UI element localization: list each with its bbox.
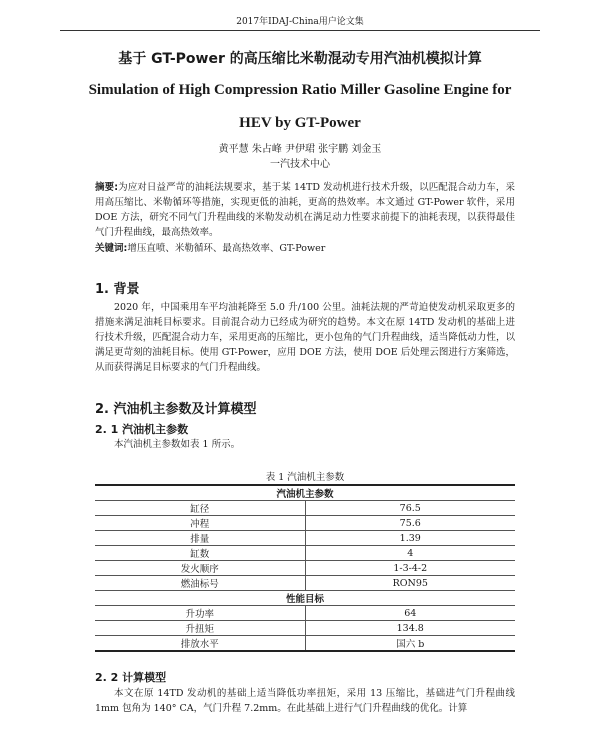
table-row	[95, 546, 515, 561]
abstract-label: 摘要:	[95, 182, 118, 193]
table-cell-label: 排量	[95, 531, 305, 546]
section-2-2-heading: 2. 2 计算模型	[95, 671, 167, 684]
table-cell-value: RON95	[305, 576, 515, 591]
engine-parameters-table	[95, 484, 515, 652]
keywords-text: 增压直喷、米勒循环、最高热效率、GT-Power	[127, 243, 326, 254]
table-cell-value: 134.8	[305, 621, 515, 636]
authors: 黄平慧 朱占峰 尹伊珺 张宇鹏 刘金玉	[218, 144, 382, 155]
table-row	[95, 501, 515, 516]
running-header: 2017年IDAJ-China用户论文集	[60, 14, 540, 31]
table-row	[95, 531, 515, 546]
table-cell-label: 发火顺序	[95, 561, 305, 576]
table-row	[95, 516, 515, 531]
section-1-paragraph: 2020 年，中国乘用车平均油耗降至 5.0 升/100 公里。油耗法规的严苛迫使发动机采取更多的措施来满足油耗目标要求。目前混合动力已经成为研究的趋势。本文在原 14TD 发动机的基础上进行技术升级，匹配混合动力车，采用更高的压缩比，更小包角的气门升程曲线，适当降低动力性，以满足更苛刻的油耗目标。使用 GT-Power，应用 DOE 方法，使用 DOE 后处理云图进行方案筛选，从而获得满足目标要求的气门升程曲线。	[95, 302, 515, 373]
table-cell-value: 76.5	[305, 501, 515, 516]
table-1-caption: 表 1 汽油机主参数	[265, 472, 345, 483]
paper-title-chinese: 基于 GT-Power 的高压缩比米勒混动专用汽油机模拟计算	[118, 51, 482, 67]
table-cell-value: 4	[305, 546, 515, 561]
paper-title-english-line1: Simulation of High Compression Ratio Miller Gasoline Engine for	[88, 82, 512, 98]
table-cell-label: 缸径	[95, 501, 305, 516]
section-2-heading: 2. 汽油机主参数及计算模型	[95, 402, 257, 417]
table-section-row	[95, 591, 515, 606]
table-row	[95, 636, 515, 652]
table-cell-value: 1.39	[305, 531, 515, 546]
section-2-1-heading: 2. 1 汽油机主参数	[95, 423, 189, 436]
keywords-label: 关键词:	[95, 243, 128, 254]
table-cell-label: 冲程	[95, 516, 305, 531]
affiliation: 一汽技术中心	[270, 159, 330, 170]
paper-title-english-line2: HEV by GT-Power	[239, 115, 361, 131]
section-2-2-paragraph: 本文在原 14TD 发动机的基础上适当降低功率扭矩，采用 13 压缩比，基础进气门升程曲线 1mm 包角为 140° CA，气门升程 7.2mm。在此基础上进行气门升程曲线的优化。计算	[95, 688, 515, 714]
section-1-heading: 1. 背景	[95, 282, 140, 297]
abstract	[95, 180, 515, 240]
table-row	[95, 621, 515, 636]
table-cell-label: 排放水平	[95, 636, 305, 652]
table-row	[95, 576, 515, 591]
table-row	[95, 606, 515, 621]
table-cell-value: 1-3-4-2	[305, 561, 515, 576]
abstract-text: 为应对日益严苛的油耗法规要求，基于某 14TD 发动机进行技术升级，以匹配混合动力车，采用高压缩比、米勒循环等措施，实现更低的油耗，更高的热效率。本文通过 GT-Power 软件，采用 DOE 方法，研究不同气门升程曲线的米勒发动机在满足动力性要求前提下的油耗表现，以获得最佳气门升程曲线，最高热效率。	[95, 182, 515, 238]
section-2-1-paragraph: 本汽油机主参数如表 1 所示。	[114, 439, 241, 450]
table-section-title: 性能目标	[95, 591, 515, 606]
table-cell-label: 升功率	[95, 606, 305, 621]
keywords	[95, 240, 515, 254]
table-cell-value: 64	[305, 606, 515, 621]
table-section-row	[95, 485, 515, 501]
table-section-title: 汽油机主参数	[95, 485, 515, 501]
table-cell-value: 国六 b	[305, 636, 515, 652]
table-cell-label: 燃油标号	[95, 576, 305, 591]
table-cell-value: 75.6	[305, 516, 515, 531]
table-row	[95, 561, 515, 576]
table-cell-label: 升扭矩	[95, 621, 305, 636]
table-cell-label: 缸数	[95, 546, 305, 561]
